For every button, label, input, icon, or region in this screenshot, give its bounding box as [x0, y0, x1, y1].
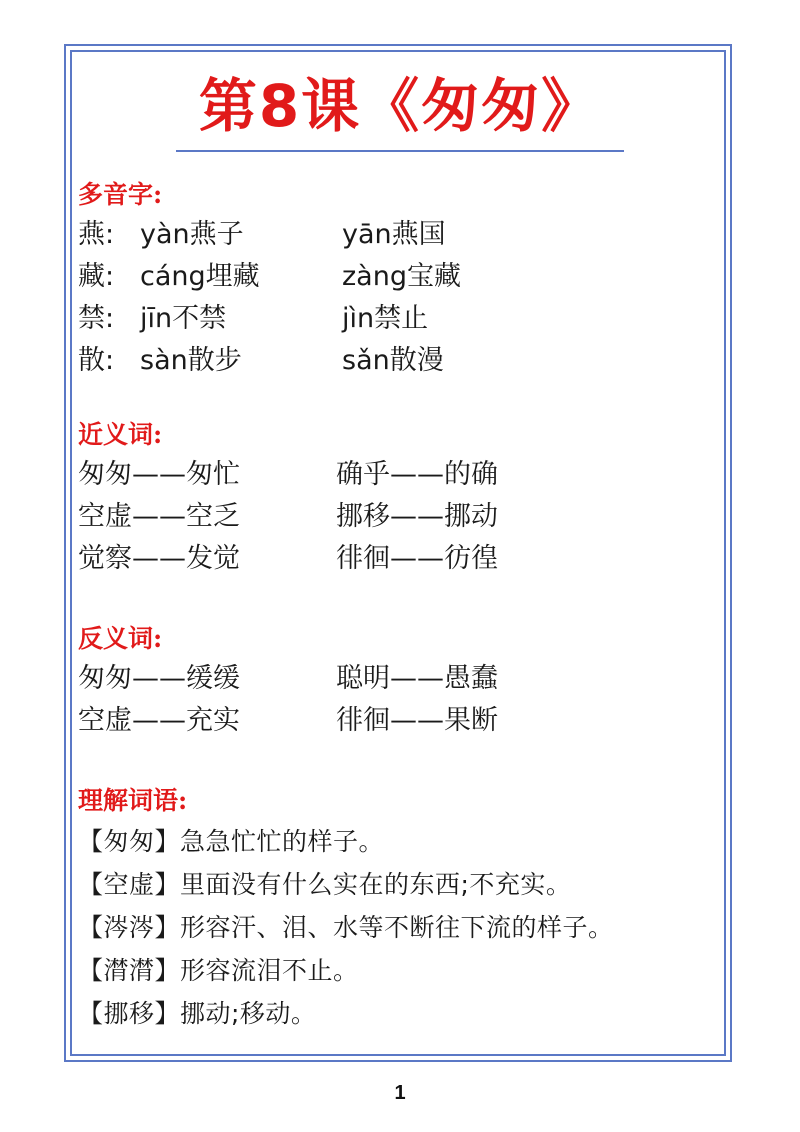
definition-item: 【挪移】挪动;移动。: [78, 999, 317, 1028]
lesson-title: 第8课《匆匆》: [198, 72, 602, 140]
reading-first: yàn燕子: [140, 219, 244, 250]
antonym-pair: 聪明——愚蠢: [336, 663, 498, 694]
reading-second: zàng宝藏: [342, 261, 461, 292]
reading-second: sǎn散漫: [342, 345, 444, 376]
antonym-row: [78, 658, 728, 700]
antonyms-heading: 反义词:: [78, 624, 163, 653]
reading-second: yān燕国: [342, 219, 446, 250]
reading-second: jìn禁止: [342, 303, 429, 334]
polyphonic-row: [78, 256, 728, 298]
definitions-heading: 理解词语:: [78, 786, 188, 815]
antonym-pair: 匆匆——缓缓: [78, 663, 240, 694]
polyphonic-char: 散:: [78, 345, 115, 376]
synonym-pair: 确乎——的确: [336, 459, 498, 490]
polyphonic-char: 燕:: [78, 219, 115, 250]
polyphonic-row: [78, 340, 728, 382]
synonym-pair: 空虚——空乏: [78, 501, 240, 532]
synonym-row: [78, 496, 728, 538]
polyphonic-heading: 多音字:: [78, 180, 163, 209]
definition-item: 【潸潸】形容流泪不止。: [78, 956, 359, 985]
polyphonic-char: 禁:: [78, 303, 115, 334]
synonym-pair: 徘徊——彷徨: [336, 543, 498, 574]
polyphonic-row: [78, 214, 728, 256]
page-number: 1: [394, 1082, 406, 1104]
synonyms-heading: 近义词:: [78, 420, 163, 449]
synonym-pair: 挪移——挪动: [336, 501, 498, 532]
lesson-content: [78, 176, 728, 1035]
definition-item: 【空虚】里面没有什么实在的东西;不充实。: [78, 870, 572, 899]
synonym-pair: 觉察——发觉: [78, 543, 240, 574]
polyphonic-row: [78, 298, 728, 340]
reading-first: cáng埋藏: [140, 261, 260, 292]
polyphonic-char: 藏:: [78, 261, 115, 292]
synonym-row: [78, 538, 728, 580]
definition-item: 【涔涔】形容汗、泪、水等不断往下流的样子。: [78, 913, 614, 942]
definition-item: 【匆匆】急急忙忙的样子。: [78, 827, 385, 856]
antonym-pair: 空虚——充实: [78, 705, 240, 736]
reading-first: sàn散步: [140, 345, 242, 376]
title-underline: [176, 150, 624, 152]
antonym-pair: 徘徊——果断: [336, 705, 498, 736]
antonym-row: [78, 700, 728, 742]
synonym-pair: 匆匆——匆忙: [78, 459, 240, 490]
reading-first: jīn不禁: [140, 303, 227, 334]
synonym-row: [78, 454, 728, 496]
